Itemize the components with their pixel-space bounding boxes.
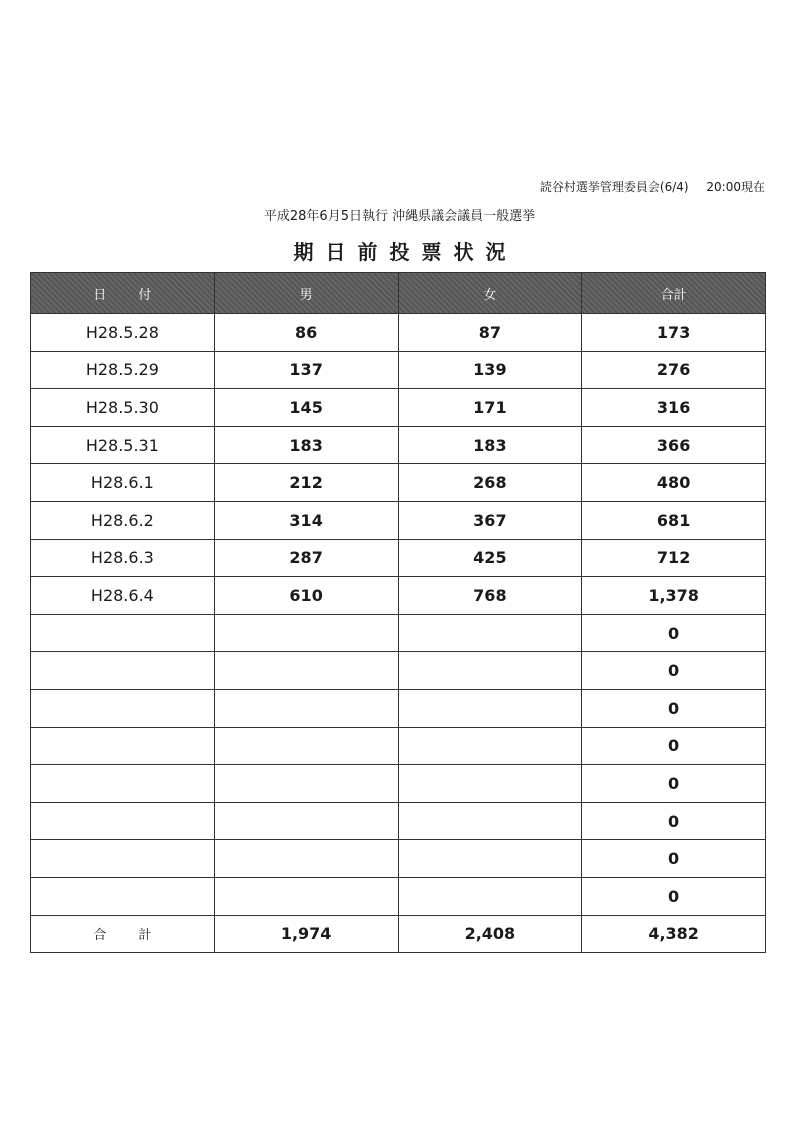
date-cell: H28.6.2 <box>31 501 215 539</box>
total-count-cell: 316 <box>582 389 766 427</box>
female-count-cell: 768 <box>398 577 582 615</box>
female-count-cell: 171 <box>398 389 582 427</box>
total-count-cell: 712 <box>582 539 766 577</box>
female-count-cell <box>398 727 582 765</box>
totals-row <box>31 915 766 952</box>
total-count-cell: 173 <box>582 314 766 352</box>
date-cell <box>31 689 215 727</box>
male-count-cell: 287 <box>214 539 398 577</box>
date-cell: H28.6.1 <box>31 464 215 502</box>
total-count-cell: 0 <box>582 727 766 765</box>
total-count-cell: 0 <box>582 802 766 840</box>
total-count-cell: 276 <box>582 351 766 389</box>
female-count-cell <box>398 652 582 690</box>
election-subtitle: 平成28年6月5日執行 沖縄県議会議員一般選挙 <box>263 209 536 224</box>
date-cell <box>31 765 215 803</box>
document-header <box>0 178 765 195</box>
female-count-cell <box>398 689 582 727</box>
male-count-cell: 145 <box>214 389 398 427</box>
column-header-male: 男 <box>214 273 398 314</box>
male-count-cell <box>214 802 398 840</box>
male-count-cell: 314 <box>214 501 398 539</box>
total-count-cell: 0 <box>582 614 766 652</box>
female-count-cell: 139 <box>398 351 582 389</box>
totals-total: 4,382 <box>582 915 766 952</box>
table-row <box>31 802 766 840</box>
table-row <box>31 351 766 389</box>
female-count-cell: 268 <box>398 464 582 502</box>
male-count-cell: 212 <box>214 464 398 502</box>
table-row <box>31 577 766 615</box>
table-row <box>31 727 766 765</box>
total-count-cell: 0 <box>582 652 766 690</box>
male-count-cell: 183 <box>214 426 398 464</box>
table-row <box>31 840 766 878</box>
table-row <box>31 877 766 915</box>
male-count-cell <box>214 727 398 765</box>
table-row <box>31 765 766 803</box>
date-cell: H28.5.31 <box>31 426 215 464</box>
male-count-cell: 86 <box>214 314 398 352</box>
total-count-cell: 0 <box>582 877 766 915</box>
male-count-cell: 137 <box>214 351 398 389</box>
column-header-female: 女 <box>398 273 582 314</box>
table-row <box>31 539 766 577</box>
date-cell <box>31 877 215 915</box>
male-count-cell: 610 <box>214 577 398 615</box>
female-count-cell <box>398 765 582 803</box>
female-count-cell: 183 <box>398 426 582 464</box>
table-row <box>31 652 766 690</box>
column-header-total: 合計 <box>582 273 766 314</box>
table-row <box>31 501 766 539</box>
totals-label: 合 計 <box>31 915 215 952</box>
table-row <box>31 614 766 652</box>
date-cell: H28.6.4 <box>31 577 215 615</box>
totals-female: 2,408 <box>398 915 582 952</box>
table-row <box>31 464 766 502</box>
date-cell: H28.5.28 <box>31 314 215 352</box>
totals-male: 1,974 <box>214 915 398 952</box>
date-cell: H28.5.29 <box>31 351 215 389</box>
table-row <box>31 314 766 352</box>
date-cell <box>31 840 215 878</box>
male-count-cell <box>214 614 398 652</box>
female-count-cell: 367 <box>398 501 582 539</box>
table-row <box>31 689 766 727</box>
female-count-cell <box>398 877 582 915</box>
female-count-cell <box>398 840 582 878</box>
female-count-cell <box>398 802 582 840</box>
document-title: 期日前投票状況 <box>293 240 518 264</box>
male-count-cell <box>214 652 398 690</box>
date-cell <box>31 652 215 690</box>
table-header-row <box>31 273 766 314</box>
male-count-cell <box>214 840 398 878</box>
report-time: 20:00現在 <box>706 180 765 194</box>
date-cell <box>31 727 215 765</box>
date-cell <box>31 802 215 840</box>
date-cell: H28.5.30 <box>31 389 215 427</box>
female-count-cell <box>398 614 582 652</box>
date-cell: H28.6.3 <box>31 539 215 577</box>
female-count-cell: 425 <box>398 539 582 577</box>
total-count-cell: 681 <box>582 501 766 539</box>
total-count-cell: 0 <box>582 689 766 727</box>
table-row <box>31 426 766 464</box>
total-count-cell: 366 <box>582 426 766 464</box>
early-voting-table <box>30 272 766 953</box>
table-row <box>31 389 766 427</box>
committee-name: 読谷村選挙管理委員会(6/4) <box>539 180 689 194</box>
column-header-date: 日 付 <box>31 273 215 314</box>
male-count-cell <box>214 689 398 727</box>
total-count-cell: 0 <box>582 765 766 803</box>
female-count-cell: 87 <box>398 314 582 352</box>
male-count-cell <box>214 765 398 803</box>
male-count-cell <box>214 877 398 915</box>
total-count-cell: 0 <box>582 840 766 878</box>
total-count-cell: 1,378 <box>582 577 766 615</box>
date-cell <box>31 614 215 652</box>
total-count-cell: 480 <box>582 464 766 502</box>
